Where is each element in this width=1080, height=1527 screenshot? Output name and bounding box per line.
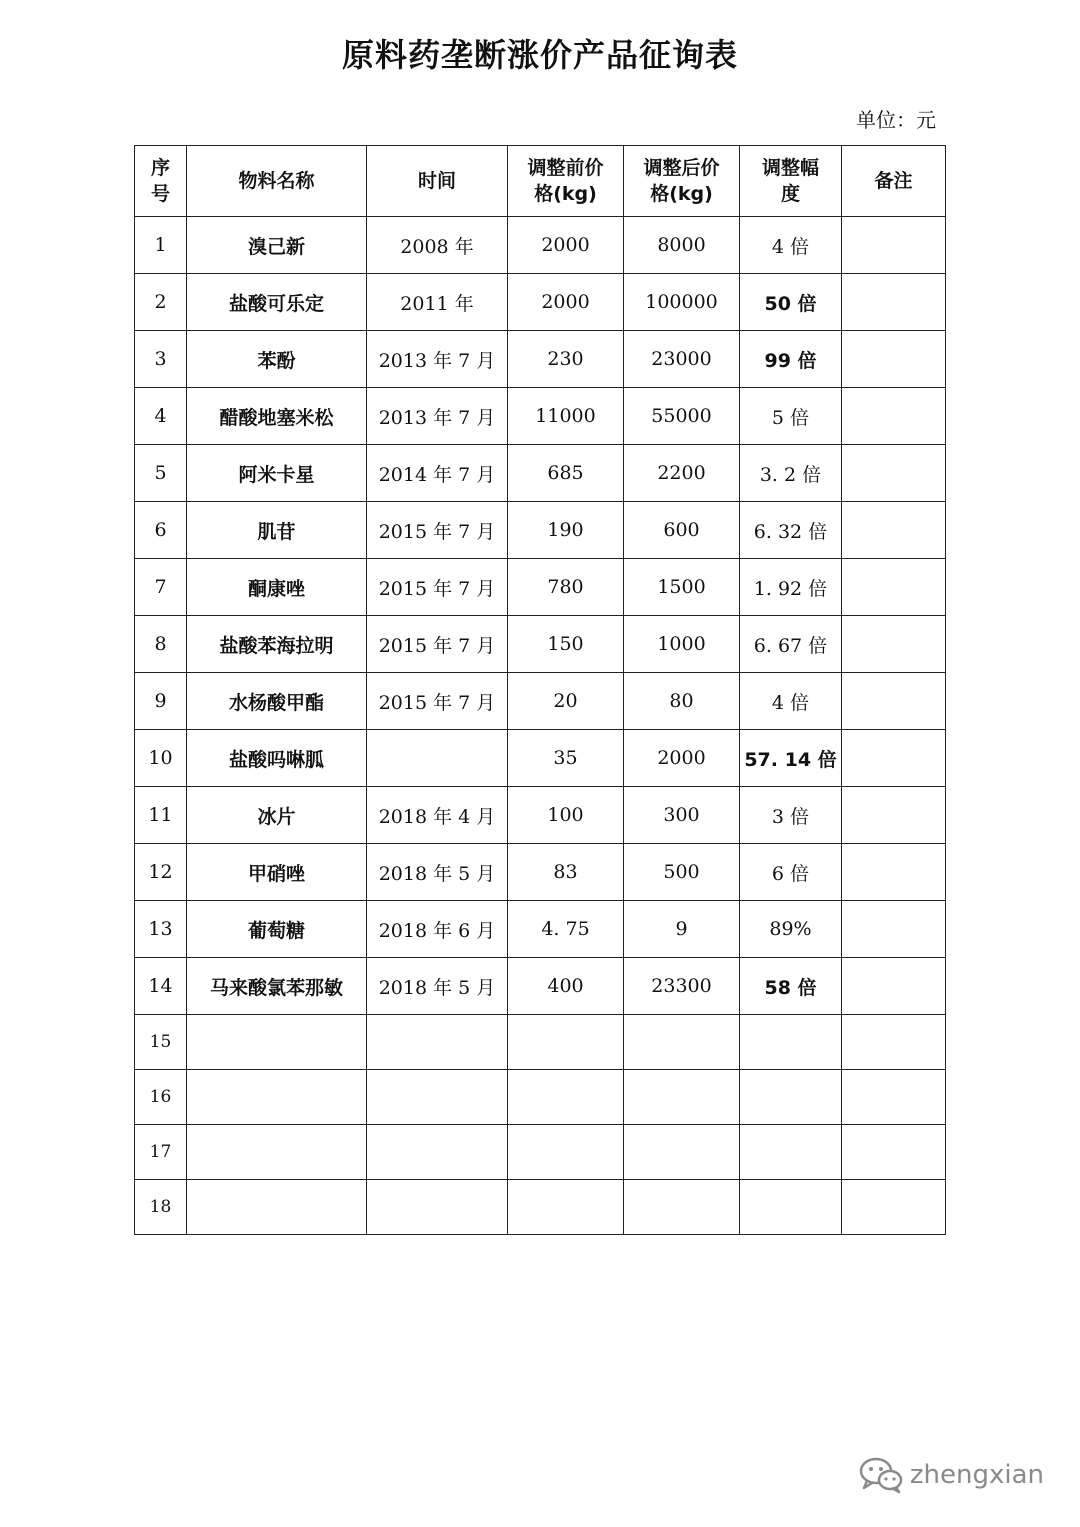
cell-magnitude: 89% xyxy=(740,901,842,958)
cell-before-price: 190 xyxy=(508,502,624,559)
cell-no: 17 xyxy=(135,1125,187,1180)
cell-remark xyxy=(842,787,946,844)
cell-after-price: 9 xyxy=(624,901,740,958)
table-row xyxy=(135,673,946,730)
cell-magnitude: 6. 32 倍 xyxy=(740,502,842,559)
cell-empty xyxy=(187,1070,367,1125)
cell-before-price: 2000 xyxy=(508,217,624,274)
cell-empty xyxy=(740,1070,842,1125)
cell-empty xyxy=(740,1125,842,1180)
cell-time: 2011 年 xyxy=(367,274,508,331)
cell-after-price: 55000 xyxy=(624,388,740,445)
cell-empty xyxy=(508,1180,624,1235)
h-no-text: 序 号 xyxy=(150,157,170,205)
cell-before-price: 35 xyxy=(508,730,624,787)
header-after-price xyxy=(624,146,740,217)
watermark xyxy=(858,1456,1044,1494)
cell-after-price: 1500 xyxy=(624,559,740,616)
cell-name: 冰片 xyxy=(187,787,367,844)
table-row xyxy=(135,616,946,673)
cell-no: 10 xyxy=(135,730,187,787)
cell-empty xyxy=(842,1180,946,1235)
table-row-empty xyxy=(135,1015,946,1070)
cell-empty xyxy=(624,1125,740,1180)
cell-before-price: 685 xyxy=(508,445,624,502)
cell-no: 1 xyxy=(135,217,187,274)
cell-magnitude: 1. 92 倍 xyxy=(740,559,842,616)
cell-empty xyxy=(842,1015,946,1070)
cell-magnitude: 6. 67 倍 xyxy=(740,616,842,673)
cell-before-price: 100 xyxy=(508,787,624,844)
cell-time: 2015 年 7 月 xyxy=(367,616,508,673)
cell-empty xyxy=(367,1125,508,1180)
cell-magnitude: 99 倍 xyxy=(740,331,842,388)
cell-time: 2018 年 4 月 xyxy=(367,787,508,844)
cell-remark xyxy=(842,274,946,331)
table-row xyxy=(135,844,946,901)
cell-name: 马来酸氯苯那敏 xyxy=(187,958,367,1015)
cell-name: 葡萄糖 xyxy=(187,901,367,958)
table-row xyxy=(135,445,946,502)
cell-no: 12 xyxy=(135,844,187,901)
cell-remark xyxy=(842,673,946,730)
cell-before-price: 83 xyxy=(508,844,624,901)
cell-magnitude: 5 倍 xyxy=(740,388,842,445)
cell-before-price: 2000 xyxy=(508,274,624,331)
table-row xyxy=(135,787,946,844)
header-row xyxy=(135,146,946,217)
cell-before-price: 400 xyxy=(508,958,624,1015)
table-row-empty xyxy=(135,1125,946,1180)
cell-magnitude: 4 倍 xyxy=(740,673,842,730)
cell-after-price: 2200 xyxy=(624,445,740,502)
cell-time: 2015 年 7 月 xyxy=(367,673,508,730)
cell-time: 2018 年 6 月 xyxy=(367,901,508,958)
cell-magnitude: 3. 2 倍 xyxy=(740,445,842,502)
cell-remark xyxy=(842,502,946,559)
table-row xyxy=(135,559,946,616)
cell-name: 盐酸可乐定 xyxy=(187,274,367,331)
cell-name: 醋酸地塞米松 xyxy=(187,388,367,445)
cell-remark xyxy=(842,616,946,673)
cell-name: 酮康唑 xyxy=(187,559,367,616)
cell-remark xyxy=(842,559,946,616)
cell-empty xyxy=(367,1180,508,1235)
cell-empty xyxy=(624,1180,740,1235)
header-magnitude xyxy=(740,146,842,217)
table-row-empty xyxy=(135,1180,946,1235)
header-name: 物料名称 xyxy=(187,146,367,217)
cell-time: 2015 年 7 月 xyxy=(367,502,508,559)
cell-after-price: 1000 xyxy=(624,616,740,673)
h-before-text: 调整前价 格(kg) xyxy=(527,157,604,205)
cell-remark xyxy=(842,901,946,958)
cell-magnitude: 6 倍 xyxy=(740,844,842,901)
cell-remark xyxy=(842,844,946,901)
cell-remark xyxy=(842,217,946,274)
cell-name: 溴己新 xyxy=(187,217,367,274)
cell-time: 2014 年 7 月 xyxy=(367,445,508,502)
cell-before-price: 150 xyxy=(508,616,624,673)
table-row-empty xyxy=(135,1070,946,1125)
price-inquiry-table xyxy=(134,145,946,1235)
cell-time: 2015 年 7 月 xyxy=(367,559,508,616)
cell-no: 15 xyxy=(135,1015,187,1070)
document-title: 原料药垄断涨价产品征询表 xyxy=(341,36,738,74)
cell-name: 盐酸苯海拉明 xyxy=(187,616,367,673)
cell-no: 8 xyxy=(135,616,187,673)
cell-remark xyxy=(842,445,946,502)
cell-before-price: 230 xyxy=(508,331,624,388)
cell-remark xyxy=(842,958,946,1015)
cell-empty xyxy=(187,1125,367,1180)
cell-no: 14 xyxy=(135,958,187,1015)
cell-magnitude: 4 倍 xyxy=(740,217,842,274)
header-remark: 备注 xyxy=(842,146,946,217)
cell-after-price: 23000 xyxy=(624,331,740,388)
cell-empty xyxy=(508,1070,624,1125)
table-row xyxy=(135,331,946,388)
cell-empty xyxy=(187,1015,367,1070)
header-before-price xyxy=(508,146,624,217)
cell-no: 7 xyxy=(135,559,187,616)
cell-magnitude: 57. 14 倍 xyxy=(740,730,842,787)
cell-name: 水杨酸甲酯 xyxy=(187,673,367,730)
cell-after-price: 8000 xyxy=(624,217,740,274)
cell-no: 4 xyxy=(135,388,187,445)
table-row xyxy=(135,901,946,958)
cell-time: 2018 年 5 月 xyxy=(367,958,508,1015)
cell-empty xyxy=(740,1015,842,1070)
table-row xyxy=(135,958,946,1015)
table-row xyxy=(135,388,946,445)
cell-time: 2013 年 7 月 xyxy=(367,331,508,388)
cell-no: 16 xyxy=(135,1070,187,1125)
h-mag-text: 调整幅 度 xyxy=(761,157,819,205)
cell-empty xyxy=(624,1015,740,1070)
cell-no: 13 xyxy=(135,901,187,958)
cell-empty xyxy=(367,1015,508,1070)
cell-empty xyxy=(367,1070,508,1125)
cell-name: 苯酚 xyxy=(187,331,367,388)
table-row xyxy=(135,274,946,331)
cell-magnitude: 50 倍 xyxy=(740,274,842,331)
cell-name: 肌苷 xyxy=(187,502,367,559)
cell-after-price: 80 xyxy=(624,673,740,730)
cell-no: 9 xyxy=(135,673,187,730)
cell-empty xyxy=(624,1070,740,1125)
cell-after-price: 23300 xyxy=(624,958,740,1015)
cell-before-price: 11000 xyxy=(508,388,624,445)
cell-time: 2018 年 5 月 xyxy=(367,844,508,901)
cell-after-price: 2000 xyxy=(624,730,740,787)
header-no xyxy=(135,146,187,217)
cell-after-price: 100000 xyxy=(624,274,740,331)
cell-remark xyxy=(842,331,946,388)
cell-remark xyxy=(842,730,946,787)
cell-empty xyxy=(842,1070,946,1125)
cell-before-price: 20 xyxy=(508,673,624,730)
cell-empty xyxy=(508,1015,624,1070)
cell-no: 11 xyxy=(135,787,187,844)
cell-before-price: 780 xyxy=(508,559,624,616)
cell-magnitude: 3 倍 xyxy=(740,787,842,844)
cell-no: 5 xyxy=(135,445,187,502)
cell-after-price: 600 xyxy=(624,502,740,559)
cell-after-price: 300 xyxy=(624,787,740,844)
cell-magnitude: 58 倍 xyxy=(740,958,842,1015)
table-row xyxy=(135,730,946,787)
watermark-text: zhengxian xyxy=(909,1460,1044,1490)
cell-remark xyxy=(842,388,946,445)
cell-name: 阿米卡星 xyxy=(187,445,367,502)
cell-empty xyxy=(740,1180,842,1235)
cell-no: 18 xyxy=(135,1180,187,1235)
table-body xyxy=(135,217,946,1235)
table-row xyxy=(135,502,946,559)
cell-empty xyxy=(508,1125,624,1180)
wechat-icon xyxy=(858,1456,904,1494)
cell-no: 2 xyxy=(135,274,187,331)
cell-empty xyxy=(842,1125,946,1180)
cell-after-price: 500 xyxy=(624,844,740,901)
header-time: 时间 xyxy=(367,146,508,217)
cell-time: 2008 年 xyxy=(367,217,508,274)
cell-no: 6 xyxy=(135,502,187,559)
unit-label: 单位：元 xyxy=(856,108,936,132)
h-after-text: 调整后价 格(kg) xyxy=(643,157,720,205)
cell-no: 3 xyxy=(135,331,187,388)
cell-time xyxy=(367,730,508,787)
cell-time: 2013 年 7 月 xyxy=(367,388,508,445)
cell-empty xyxy=(187,1180,367,1235)
table-row xyxy=(135,217,946,274)
cell-name: 甲硝唑 xyxy=(187,844,367,901)
cell-before-price: 4. 75 xyxy=(508,901,624,958)
cell-name: 盐酸吗啉胍 xyxy=(187,730,367,787)
